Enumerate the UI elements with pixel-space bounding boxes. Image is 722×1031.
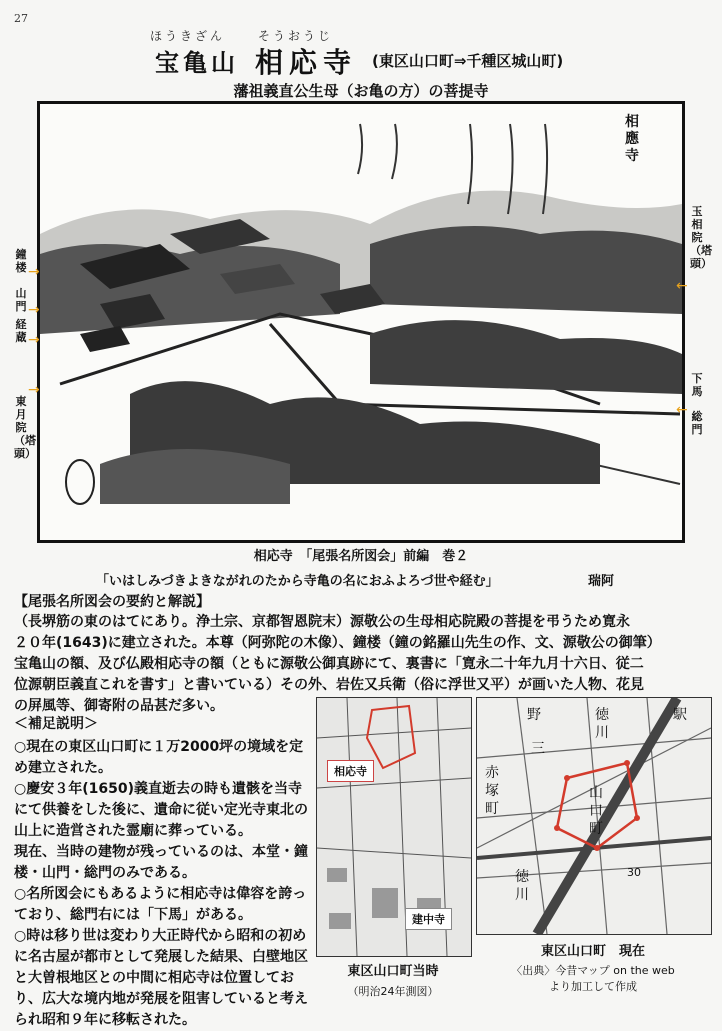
map-street-label: 山 [589, 785, 603, 801]
old-map-caption: 東区山口町当時 [347, 964, 439, 979]
note-item: ○現在の東区山口町に１万2000坪の境域を定め建立された。 [14, 739, 304, 776]
map-street-label: 野 [527, 707, 541, 723]
label-sanmon: 山門 [15, 287, 27, 313]
label-somon: 総門 [691, 410, 703, 436]
map-street-label: 徳 [515, 869, 529, 885]
poet: 瑞阿 [588, 574, 615, 589]
map-label-soouji: 相応寺 [327, 760, 374, 782]
old-map-subcaption: （明治24年測図） [347, 985, 439, 998]
map-street-label: 町 [589, 821, 603, 837]
temple-sign: 相應寺 [625, 114, 639, 164]
current-map-source: 〈出典〉今昔マップ on the web [511, 964, 675, 977]
illustration-caption: 相応寺 「尾張名所図会」前編 巻２ [253, 549, 469, 564]
map-label-kenchuji: 建中寺 [405, 908, 452, 930]
note-item: ○慶安３年(1650)義直逝去の時も遺骸を当寺にて供養をした後に、遺命に従い定光寺東北の山上に造営された霊廟に葬っている。 [14, 781, 308, 839]
summary-line: の屏風等、御寄附の品甚だ多い。 [14, 698, 224, 714]
map-street-label: 三 [531, 741, 545, 757]
arrow-left-icon: ← [676, 402, 688, 418]
label-togetsuin: 東月院（塔頭） [14, 395, 36, 460]
summary-line: 位源朝臣義直これを書す」と書いている）その外、岩佐又兵衛（俗に浮世又平）が画いた人物、花見 [14, 677, 644, 693]
address: (東区山口町⇒千種区城山町) [372, 52, 564, 70]
mountain-name: 宝亀山 [155, 49, 239, 77]
map-street-label: 川 [515, 887, 529, 903]
map-street-label: 口 [589, 803, 603, 819]
label-bell-tower: 鐘楼 [15, 248, 27, 274]
map-street-label: 町 [485, 801, 499, 817]
map-street-label: 川 [595, 725, 609, 741]
map-street-label: 赤 [485, 765, 499, 781]
arrow-right-icon: → [28, 382, 40, 398]
note-item: 現在、当時の建物が残っているのは、本堂・鐘楼・山門・総門のみである。 [14, 844, 308, 881]
current-map-caption: 東区山口町 現在 [540, 944, 645, 959]
arrow-left-icon: ← [676, 278, 688, 294]
arrow-right-icon: → [28, 332, 40, 348]
summary-heading: 【尾張名所図会の要約と解説】 [14, 594, 210, 610]
subtitle: 藩祖義直公生母（お亀の方）の菩提寺 [233, 82, 489, 100]
summary-line: （長堺筋の東のはてにあり。浄土宗、京都智恩院末）源敬公の生母相応院殿の菩提を弔うため寛永 [14, 614, 630, 630]
map-street-label: 駅 [673, 707, 687, 723]
temple-illustration [37, 101, 685, 543]
notes-body [14, 737, 309, 1031]
current-map [476, 697, 712, 935]
label-kyozo: 経蔵 [15, 318, 27, 344]
ruby-temple: そうおうじ [258, 29, 334, 43]
summary-line: ２０年(1643)に建立された。本尊（阿弥陀の木像）、鐘楼（鐘の銘羅山先生の作、文、源敬公の御筆） [14, 635, 661, 651]
note-item: ○時は移り世は変わり大正時代から昭和の初めに名古屋が都市として発展した結果、白壁地区と大曽根地区との中間に相応寺は位置しており、広大な境内地が発展を阻害していると考えられ昭和９年に移転された。 [14, 928, 308, 1028]
notes-heading: ＜補足説明＞ [14, 716, 98, 732]
woodblock-print [40, 104, 682, 540]
ruby-mountain: ほうきざん [150, 29, 226, 43]
label-gyokusoin: 玉相院（塔頭） [690, 205, 712, 270]
map-street-label: 徳 [595, 707, 609, 723]
page-number: 27 [14, 12, 28, 25]
label-geba: 下馬 [691, 372, 703, 398]
poem: 「いはしみづきよきながれのたから寺亀の名におふよろづ世や経む」 [96, 574, 499, 589]
temple-name: 相応寺 [255, 46, 358, 79]
map-street-label: 塚 [485, 783, 499, 799]
map-street-label: 30 [627, 866, 641, 879]
note-item: ○名所図会にもあるように相応寺は偉容を誇っており、総門右には「下馬」がある。 [14, 886, 307, 923]
old-map [316, 697, 472, 957]
arrow-right-icon: → [28, 302, 40, 318]
summary-line: 宝亀山の額、及び仏殿相応寺の額（ともに源敬公御真跡にて、裏書に「寛永二十年九月十六日、従二 [14, 656, 644, 672]
arrow-right-icon: → [28, 264, 40, 280]
current-map-source-2: より加工して作成 [549, 980, 637, 993]
